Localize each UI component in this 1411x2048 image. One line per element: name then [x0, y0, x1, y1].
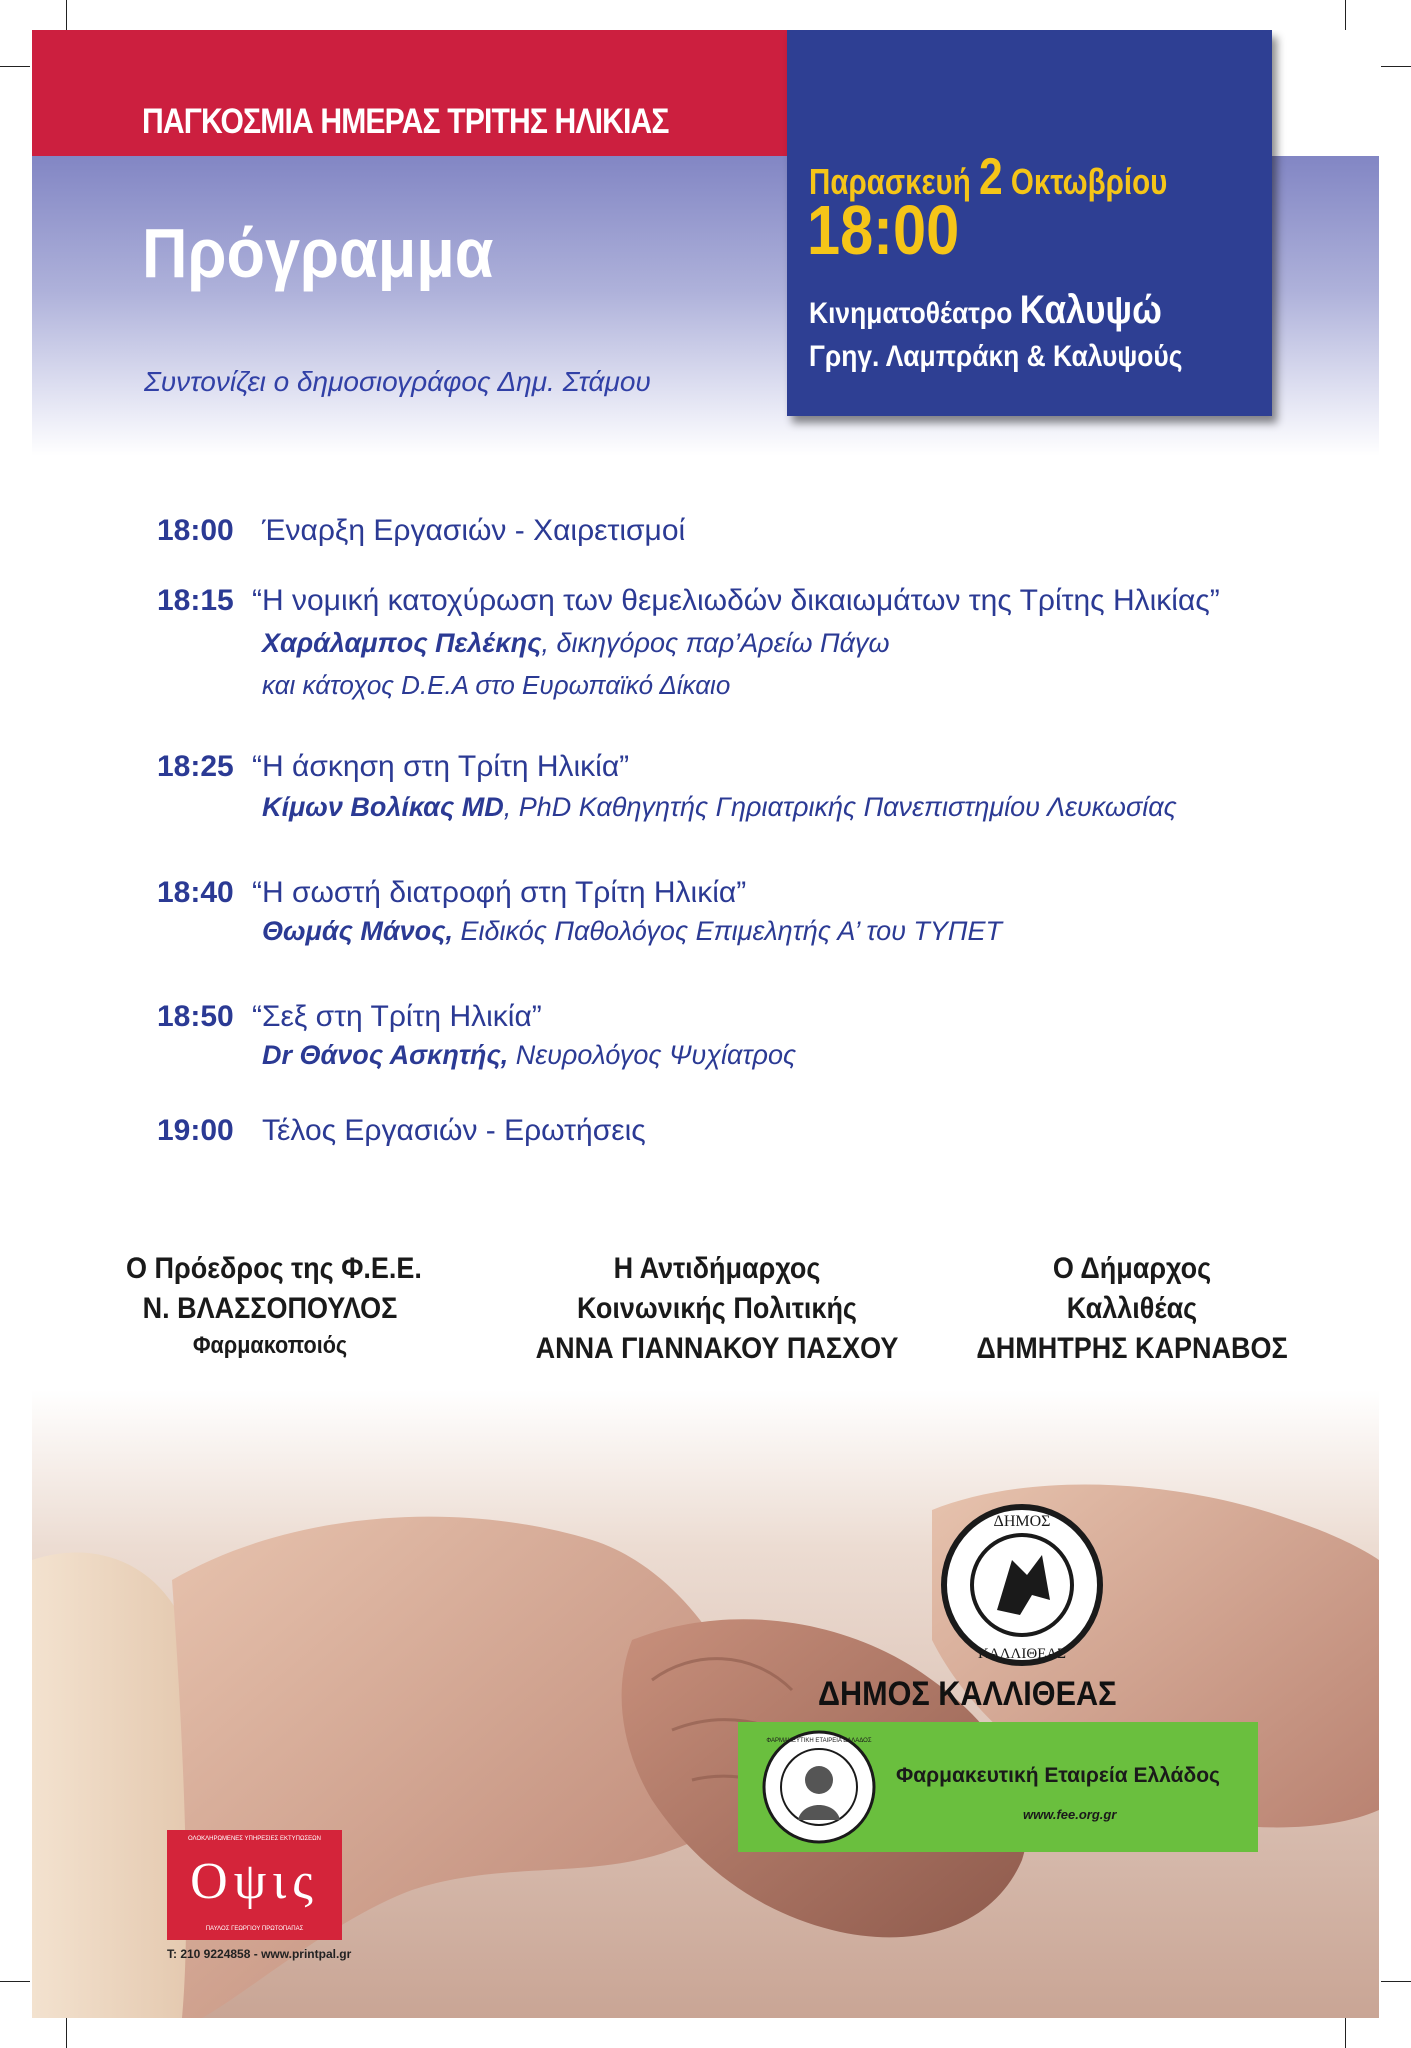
dimos-emblem: [932, 1500, 1112, 1670]
event-date-number: 2: [978, 148, 1003, 206]
agenda-title: “Σεξ στη Τρίτη Ηλικία”: [252, 1000, 542, 1033]
event-info-box: [787, 30, 1272, 416]
event-month: Οκτωβρίου: [1010, 161, 1168, 202]
dimos-ring-top: ΔΗΜΟΣ: [993, 1513, 1051, 1530]
program-heading: Πρόγραμμα: [142, 214, 494, 292]
fee-name: Φαρμακευτική Εταιρεία Ελλάδος: [896, 1764, 1220, 1787]
ops-contact: T: 210 9224858 - www.printpal.gr: [167, 1947, 352, 1961]
dimos-kallitheas-logo: [932, 1500, 1112, 1675]
signature-line3: Φαρμακοποιός: [192, 1332, 348, 1359]
signature-president: [110, 1252, 430, 1360]
ops-name: Οψις: [190, 1853, 319, 1910]
speaker-role: , PhD Καθηγητής Γηριατρικής Πανεπιστημίου Λευκωσίας: [503, 792, 1177, 822]
signature-line2: Καλλιθέας: [1066, 1292, 1198, 1325]
agenda-speaker: [262, 792, 1177, 823]
speaker-name: Κίμων Βολίκας MD: [262, 792, 504, 822]
event-day: Παρασκευή: [809, 161, 971, 202]
event-time: 18:00: [807, 191, 960, 269]
agenda-title: “Η άσκηση στη Τρίτη Ηλικία”: [252, 750, 630, 783]
signature-deputy-mayor: [492, 1252, 942, 1366]
agenda-title: Τέλος Εργασιών - Ερωτήσεις: [262, 1114, 646, 1147]
agenda-time: 18:00: [157, 514, 234, 547]
signature-mayor: [952, 1252, 1312, 1366]
fee-ring-text: ΦΑΡΜΑΚΕΥΤΙΚΗ ΕΤΑΙΡΕΙΑ ΕΛΛΑΔΟΣ: [766, 1738, 872, 1744]
signature-line3: ΔΗΜΗΤΡΗΣ ΚΑΡΝΑΒΟΣ: [976, 1332, 1288, 1365]
signature-line3: ΑΝΝΑ ΓΙΑΝΝΑΚΟΥ ΠΑΣΧΟΥ: [535, 1332, 899, 1365]
fee-url: www.fee.org.gr: [1023, 1807, 1117, 1822]
agenda-time: 18:40: [157, 876, 234, 909]
crop-mark: [1381, 1981, 1411, 1982]
event-address: Γρηγ. Λαμπράκη & Καλυψούς: [809, 340, 1183, 373]
signature-line1: Ο Πρόεδρος της Φ.Ε.Ε.: [126, 1252, 422, 1285]
ops-tagline: ΟΛΟΚΛΗΡΩΜΕΝΕΣ ΥΠΗΡΕΣΙΕΣ ΕΚΤΥΠΩΣΕΩΝ: [188, 1836, 321, 1842]
speaker-role: Ειδικός Παθολόγος Επιμελητής Α’ του ΤΥΠΕΤ: [453, 916, 1002, 946]
agenda-speaker: [262, 916, 1002, 947]
speaker-role: , δικηγόρος παρ’Αρείω Πάγω: [541, 628, 890, 658]
crop-mark: [1345, 0, 1346, 30]
crop-mark: [0, 66, 30, 67]
speaker-role: Νευρολόγος Ψυχίατρος: [508, 1040, 797, 1070]
agenda-title: “Η σωστή διατροφή στη Τρίτη Ηλικία”: [252, 876, 747, 909]
event-venue: [809, 288, 1162, 333]
agenda-time: 18:15: [157, 584, 234, 617]
fee-banner: [738, 1722, 1258, 1852]
speaker-name: Θωμάς Μάνος,: [262, 916, 454, 946]
agenda-speaker: [262, 1040, 796, 1071]
ops-printer-logo: [167, 1830, 342, 1940]
crop-mark: [1345, 2018, 1346, 2048]
crop-mark: [0, 1981, 30, 1982]
ops-owner: ΠΑΥΛΟΣ ΓΕΩΡΓΙΟΥ ΠΡΩΤΟΠΑΠΑΣ: [205, 1926, 304, 1932]
agenda-time: 19:00: [157, 1114, 234, 1147]
agenda-speaker: [262, 628, 890, 659]
dimos-ring-bottom: ΚΑΛΛΙΘΕΑΣ: [978, 1646, 1066, 1662]
crop-mark: [66, 0, 67, 30]
agenda-title: Έναρξη Εργασιών - Χαιρετισμοί: [262, 514, 686, 547]
speaker-name: Χαράλαμπος Πελέκης: [262, 628, 542, 658]
crop-mark: [66, 2018, 67, 2048]
coordinator-text: Συντονίζει ο δημοσιογράφος Δημ. Στάμου: [144, 366, 651, 397]
agenda-title: “Η νομική κατοχύρωση των θεμελιωδών δικαιωμάτων της Τρίτης Ηλικίας”: [252, 584, 1220, 617]
signature-line1: Η Αντιδήμαρχος: [613, 1252, 821, 1285]
signature-line1: Ο Δήμαρχος: [1052, 1252, 1212, 1285]
fee-emblem: [760, 1728, 878, 1846]
signature-line2: Κοινωνικής Πολιτικής: [577, 1292, 857, 1325]
poster: [32, 30, 1379, 2018]
signature-line2: Ν. ΒΛΑΣΣΟΠΟΥΛΟΣ: [142, 1292, 398, 1325]
speaker-name: Dr Θάνος Ασκητής,: [262, 1040, 509, 1070]
venue-name: Καλυψώ: [1019, 288, 1162, 332]
dimos-label: ΔΗΜΟΣ ΚΑΛΛΙΘΕΑΣ: [818, 1675, 1117, 1713]
venue-prefix: Κινηματοθέατρο: [809, 297, 1013, 330]
poster-title: ΠΑΓΚΟΣΜΙΑ ΗΜΕΡΑΣ ΤΡΙΤΗΣ ΗΛΙΚΙΑΣ: [142, 102, 669, 141]
speaker-role-line2: και κάτοχος D.E.A στο Ευρωπαϊκό Δίκαιο: [262, 670, 731, 700]
agenda-time: 18:50: [157, 1000, 234, 1033]
crop-mark: [1381, 66, 1411, 67]
agenda-time: 18:25: [157, 750, 234, 783]
